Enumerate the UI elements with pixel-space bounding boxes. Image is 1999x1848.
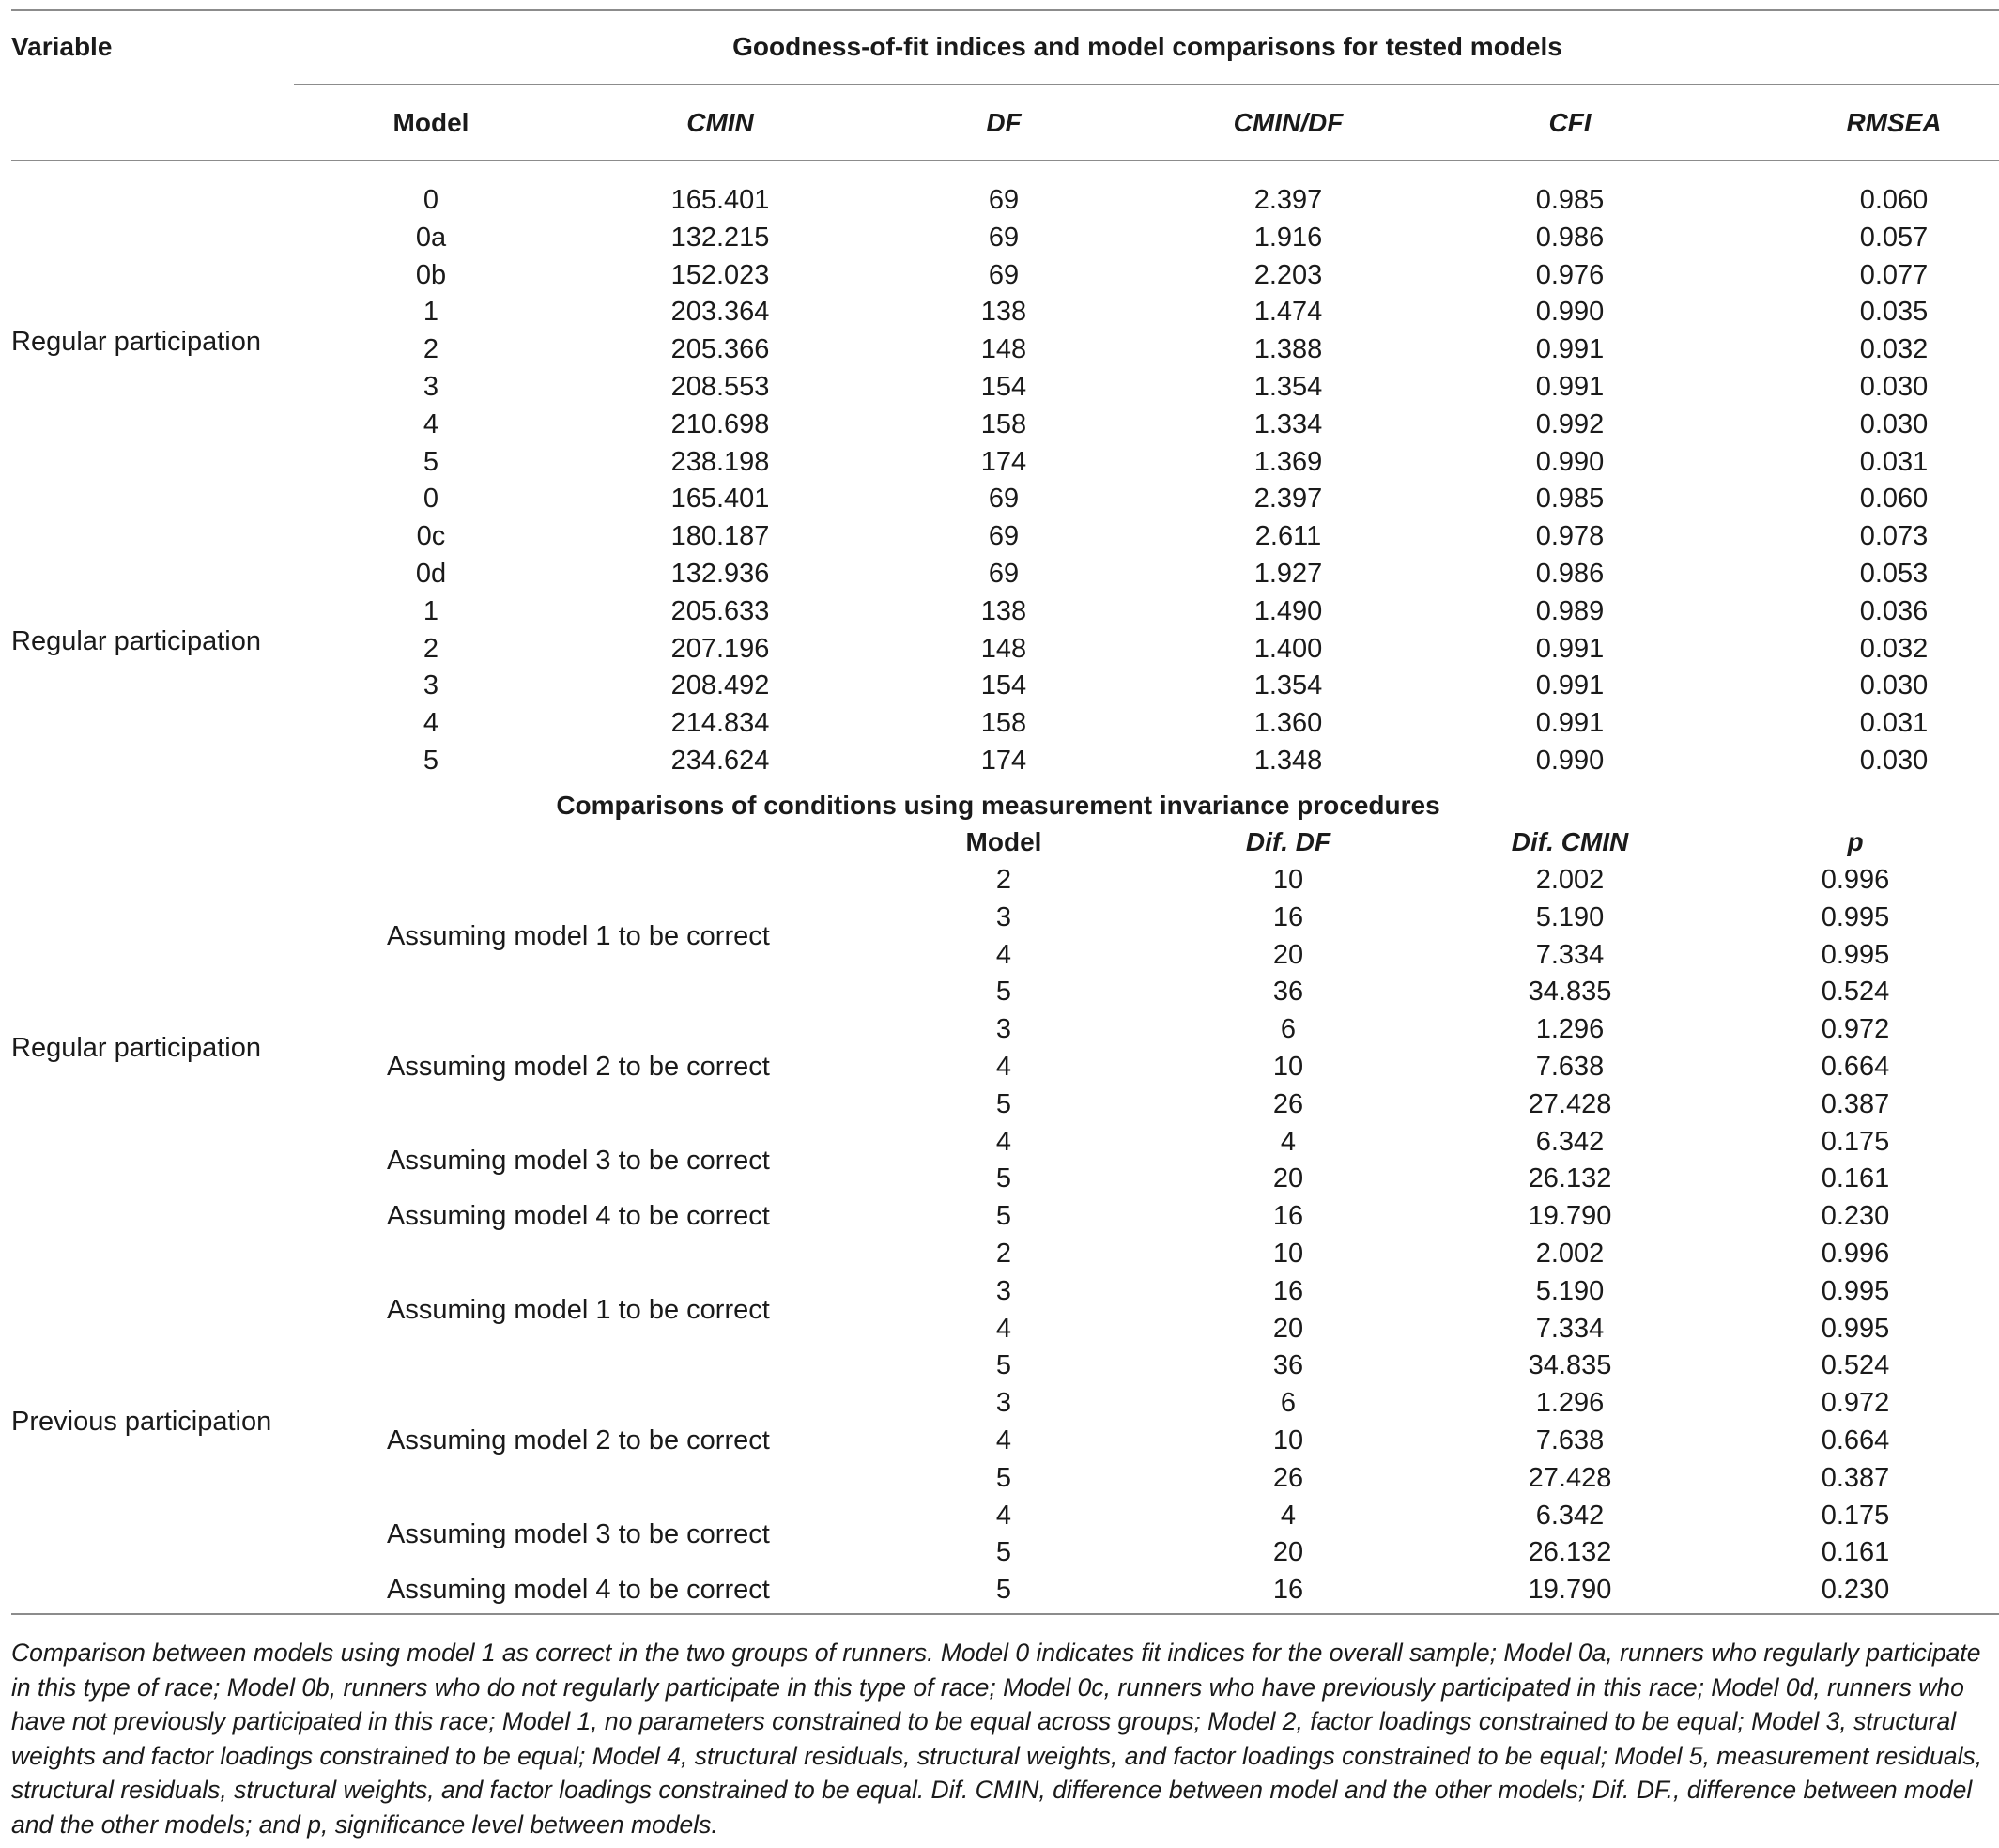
cell-dif-cmin: 19.790 <box>1528 1575 1612 1606</box>
cell-cmin: 205.366 <box>670 334 770 365</box>
cell-cmin: 132.936 <box>670 559 770 589</box>
cell-cfi: 0.985 <box>1535 484 1605 515</box>
cell-cmin-df: 1.927 <box>1253 559 1323 589</box>
cell-dif-cmin: 5.190 <box>1535 901 1605 932</box>
cell-model: 4 <box>995 1313 1012 1344</box>
cell-p: 0.995 <box>1821 901 1890 932</box>
cell-model: 0c <box>416 521 446 552</box>
cell-rmsea: 0.032 <box>1859 633 1929 664</box>
cell-cmin-df: 1.360 <box>1253 708 1323 739</box>
cell-cfi: 0.990 <box>1535 297 1605 328</box>
column-header-rmsea: RMSEA <box>1846 108 1942 137</box>
condition-label: Assuming model 2 to be correct <box>387 1425 770 1455</box>
header-bottom-rule <box>11 160 1999 161</box>
cell-rmsea: 0.030 <box>1859 408 1929 439</box>
cell-df: 158 <box>980 408 1027 439</box>
cell-cmin: 152.023 <box>670 259 770 290</box>
cell-cmin: 165.401 <box>670 484 770 515</box>
cell-df: 69 <box>988 222 1020 253</box>
cell-model: 2 <box>423 633 439 664</box>
cell-cmin-df: 1.490 <box>1253 595 1323 626</box>
cell-model: 4 <box>995 1425 1012 1455</box>
cell-cfi: 0.991 <box>1535 372 1605 402</box>
cell-rmsea: 0.032 <box>1859 334 1929 365</box>
cell-p: 0.524 <box>1821 1350 1890 1381</box>
cell-p: 0.995 <box>1821 1313 1890 1344</box>
comparison-header-dif-df: Dif. DF <box>1245 827 1331 856</box>
cell-dif-cmin: 6.342 <box>1535 1500 1605 1531</box>
table-footnote: Comparison between models using model 1 as correct in the two groups of runners. Model 0 indicates fit indices for the overall sample; Model 0a, runners who regularly participate in this type of race; Model 0b, runners who do not regularly participate in this type of race; Model 0c, runners who have previously participated in this race; Model 0d, runners who have not previously participated in this race; Model 1, no parameters constrained to be equal across groups; Model 2, factor loadings constrained to be equal; Model 3, structural weights and factor loadings constrained to be equal; Model 4, structural residuals, structural weights, and factor loadings constrained to be equal; Model 5, measurement residuals, structural residuals, structural weights, and factor loadings constrained to be equal. Dif. CMIN, difference between model and the other models; Dif. DF., difference between model and the other models; and p, significance level between models. <box>11 1639 1983 1839</box>
cell-cmin: 238.198 <box>670 446 770 477</box>
group-label: Regular participation <box>11 1033 261 1064</box>
cell-model: 0 <box>423 185 439 215</box>
cell-cfi: 0.992 <box>1535 408 1605 439</box>
table-span-title: Goodness-of-fit indices and model comparisons for tested models <box>732 32 1562 61</box>
cell-dif-cmin: 5.190 <box>1535 1275 1605 1306</box>
cell-dif-df: 26 <box>1272 1462 1304 1493</box>
cell-df: 174 <box>980 446 1027 477</box>
cell-p: 0.175 <box>1821 1500 1890 1531</box>
comparison-header-model: Model <box>965 827 1042 856</box>
table-bottom-rule <box>11 1613 1999 1615</box>
cell-cmin-df: 2.203 <box>1253 259 1323 290</box>
cell-rmsea: 0.030 <box>1859 746 1929 776</box>
cell-model: 3 <box>995 1275 1012 1306</box>
cell-model: 5 <box>995 1575 1012 1606</box>
cell-rmsea: 0.031 <box>1859 708 1929 739</box>
cell-dif-cmin: 2.002 <box>1535 1239 1605 1269</box>
cell-model: 2 <box>995 1239 1012 1269</box>
condition-label: Assuming model 3 to be correct <box>387 1145 770 1176</box>
comparison-header-p: p <box>1847 827 1864 856</box>
cell-dif-df: 4 <box>1280 1126 1297 1157</box>
cell-dif-cmin: 2.002 <box>1535 865 1605 895</box>
cell-cmin: 180.187 <box>670 521 770 552</box>
cell-p: 0.161 <box>1821 1163 1890 1194</box>
cell-dif-df: 6 <box>1280 1388 1297 1419</box>
cell-cmin-df: 1.388 <box>1253 334 1323 365</box>
cell-p: 0.387 <box>1821 1088 1890 1119</box>
cell-model: 5 <box>995 1350 1012 1381</box>
cell-model: 4 <box>995 1052 1012 1082</box>
cell-dif-df: 16 <box>1272 1575 1304 1606</box>
cell-cmin: 210.698 <box>670 408 770 439</box>
cell-rmsea: 0.030 <box>1859 670 1929 701</box>
cell-cmin-df: 1.354 <box>1253 372 1323 402</box>
cell-dif-cmin: 26.132 <box>1528 1163 1612 1194</box>
cell-dif-df: 36 <box>1272 977 1304 1008</box>
condition-label: Assuming model 1 to be correct <box>387 920 770 951</box>
cell-rmsea: 0.030 <box>1859 372 1929 402</box>
cell-p: 0.996 <box>1821 865 1890 895</box>
cell-p: 0.230 <box>1821 1575 1890 1606</box>
cell-model: 4 <box>995 1500 1012 1531</box>
condition-label: Assuming model 1 to be correct <box>387 1294 770 1325</box>
cell-p: 0.175 <box>1821 1126 1890 1157</box>
cell-cfi: 0.990 <box>1535 446 1605 477</box>
cell-df: 138 <box>980 297 1027 328</box>
cell-df: 148 <box>980 334 1027 365</box>
cell-df: 174 <box>980 746 1027 776</box>
cell-model: 2 <box>995 865 1012 895</box>
cell-df: 138 <box>980 595 1027 626</box>
cell-df: 69 <box>988 484 1020 515</box>
cell-dif-cmin: 1.296 <box>1535 1014 1605 1045</box>
cell-dif-cmin: 27.428 <box>1528 1088 1612 1119</box>
group-label: Regular participation <box>11 625 261 656</box>
cell-cmin: 214.834 <box>670 708 770 739</box>
cell-cmin: 208.553 <box>670 372 770 402</box>
cell-cfi: 0.991 <box>1535 670 1605 701</box>
cell-rmsea: 0.077 <box>1859 259 1929 290</box>
cell-cfi: 0.978 <box>1535 521 1605 552</box>
cell-model: 4 <box>423 408 439 439</box>
cell-p: 0.524 <box>1821 977 1890 1008</box>
cell-dif-df: 6 <box>1280 1014 1297 1045</box>
cell-dif-df: 10 <box>1272 1052 1304 1082</box>
cell-cmin-df: 1.348 <box>1253 746 1323 776</box>
cell-dif-cmin: 19.790 <box>1528 1201 1612 1232</box>
cell-cfi: 0.985 <box>1535 185 1605 215</box>
cell-dif-cmin: 7.638 <box>1535 1052 1605 1082</box>
cell-dif-df: 10 <box>1272 1239 1304 1269</box>
cell-dif-df: 26 <box>1272 1088 1304 1119</box>
cell-df: 69 <box>988 185 1020 215</box>
cell-model: 4 <box>423 708 439 739</box>
cell-dif-df: 20 <box>1272 1537 1304 1568</box>
cell-rmsea: 0.035 <box>1859 297 1929 328</box>
cell-model: 5 <box>995 1201 1012 1232</box>
cell-rmsea: 0.057 <box>1859 222 1929 253</box>
cell-dif-df: 16 <box>1272 1275 1304 1306</box>
cell-dif-cmin: 1.296 <box>1535 1388 1605 1419</box>
cell-cmin-df: 1.916 <box>1253 222 1323 253</box>
cell-dif-df: 20 <box>1272 939 1304 970</box>
group-label: Regular participation <box>11 327 261 358</box>
cell-dif-cmin: 27.428 <box>1528 1462 1612 1493</box>
cell-model: 3 <box>423 372 439 402</box>
condition-label: Assuming model 4 to be correct <box>387 1201 770 1232</box>
column-header-cmin: CMIN <box>686 108 754 137</box>
cell-dif-cmin: 7.334 <box>1535 939 1605 970</box>
cell-model: 1 <box>423 595 439 626</box>
cell-p: 0.664 <box>1821 1052 1890 1082</box>
cell-dif-cmin: 6.342 <box>1535 1126 1605 1157</box>
cell-dif-cmin: 34.835 <box>1528 977 1612 1008</box>
span-title-rule <box>294 84 1999 85</box>
cell-dif-df: 10 <box>1272 865 1304 895</box>
cell-cmin: 132.215 <box>670 222 770 253</box>
cell-p: 0.161 <box>1821 1537 1890 1568</box>
cell-df: 158 <box>980 708 1027 739</box>
cell-model: 3 <box>995 1388 1012 1419</box>
cell-dif-df: 10 <box>1272 1425 1304 1455</box>
cell-cmin: 205.633 <box>670 595 770 626</box>
cell-model: 3 <box>995 1014 1012 1045</box>
group-label: Previous participation <box>11 1407 272 1438</box>
cell-p: 0.972 <box>1821 1014 1890 1045</box>
cell-cmin-df: 2.397 <box>1253 484 1323 515</box>
cell-rmsea: 0.073 <box>1859 521 1929 552</box>
cell-cmin: 208.492 <box>670 670 770 701</box>
cell-cmin-df: 1.354 <box>1253 670 1323 701</box>
cell-p: 0.387 <box>1821 1462 1890 1493</box>
cell-p: 0.995 <box>1821 1275 1890 1306</box>
cell-cfi: 0.989 <box>1535 595 1605 626</box>
cell-df: 69 <box>988 521 1020 552</box>
cell-cmin-df: 2.397 <box>1253 185 1323 215</box>
cell-rmsea: 0.060 <box>1859 185 1929 215</box>
cell-model: 0a <box>415 222 447 253</box>
cell-model: 5 <box>995 1088 1012 1119</box>
cell-dif-df: 4 <box>1280 1500 1297 1531</box>
cell-cfi: 0.991 <box>1535 633 1605 664</box>
cell-cmin-df: 1.474 <box>1253 297 1323 328</box>
condition-label: Assuming model 4 to be correct <box>387 1575 770 1606</box>
cell-model: 4 <box>995 1126 1012 1157</box>
cell-cmin: 203.364 <box>670 297 770 328</box>
cell-cmin: 234.624 <box>670 746 770 776</box>
condition-label: Assuming model 3 to be correct <box>387 1518 770 1549</box>
cell-cfi: 0.986 <box>1535 222 1605 253</box>
cell-df: 69 <box>988 559 1020 589</box>
cell-rmsea: 0.036 <box>1859 595 1929 626</box>
cell-dif-df: 16 <box>1272 1201 1304 1232</box>
cell-model: 5 <box>423 746 439 776</box>
cell-dif-df: 20 <box>1272 1163 1304 1194</box>
cell-cfi: 0.990 <box>1535 746 1605 776</box>
cell-model: 3 <box>995 901 1012 932</box>
cell-dif-cmin: 26.132 <box>1528 1537 1612 1568</box>
cell-model: 0 <box>423 484 439 515</box>
cell-p: 0.972 <box>1821 1388 1890 1419</box>
condition-label: Assuming model 2 to be correct <box>387 1052 770 1082</box>
cell-dif-df: 36 <box>1272 1350 1304 1381</box>
cell-cmin: 207.196 <box>670 633 770 664</box>
cell-rmsea: 0.060 <box>1859 484 1929 515</box>
cell-dif-cmin: 7.638 <box>1535 1425 1605 1455</box>
cell-df: 148 <box>980 633 1027 664</box>
cell-dif-cmin: 34.835 <box>1528 1350 1612 1381</box>
cell-model: 5 <box>995 1537 1012 1568</box>
cell-model: 5 <box>995 1163 1012 1194</box>
column-header-model: Model <box>392 108 469 137</box>
cell-model: 2 <box>423 334 439 365</box>
comparisons-title: Comparisons of conditions using measurement invariance procedures <box>556 791 1440 820</box>
column-header-df: DF <box>986 108 1022 137</box>
cell-dif-df: 20 <box>1272 1313 1304 1344</box>
cell-dif-df: 16 <box>1272 901 1304 932</box>
cell-cmin-df: 2.611 <box>1254 521 1322 552</box>
cell-cmin: 165.401 <box>670 185 770 215</box>
cell-model: 0b <box>415 259 447 290</box>
cell-model: 5 <box>423 446 439 477</box>
cell-cfi: 0.991 <box>1535 708 1605 739</box>
variable-header: Variable <box>11 32 113 61</box>
cell-model: 5 <box>995 1462 1012 1493</box>
cell-cmin-df: 1.400 <box>1253 633 1323 664</box>
cell-model: 3 <box>423 670 439 701</box>
cell-cfi: 0.986 <box>1535 559 1605 589</box>
cell-p: 0.996 <box>1821 1239 1890 1269</box>
cell-p: 0.995 <box>1821 939 1890 970</box>
cell-df: 69 <box>988 259 1020 290</box>
cell-cmin-df: 1.334 <box>1253 408 1323 439</box>
column-header-cfi: CFI <box>1548 108 1592 137</box>
cell-rmsea: 0.053 <box>1859 559 1929 589</box>
cell-model: 0d <box>415 559 447 589</box>
comparison-header-dif-cmin: Dif. CMIN <box>1511 827 1629 856</box>
cell-cmin-df: 1.369 <box>1253 446 1323 477</box>
cell-p: 0.664 <box>1821 1425 1890 1455</box>
cell-rmsea: 0.031 <box>1859 446 1929 477</box>
cell-df: 154 <box>980 372 1027 402</box>
table-top-rule <box>11 9 1999 11</box>
cell-df: 154 <box>980 670 1027 701</box>
cell-model: 5 <box>995 977 1012 1008</box>
column-header-cmin-df: CMIN/DF <box>1233 108 1344 137</box>
cell-p: 0.230 <box>1821 1201 1890 1232</box>
cell-cfi: 0.991 <box>1535 334 1605 365</box>
cell-cfi: 0.976 <box>1535 259 1605 290</box>
cell-model: 1 <box>423 297 439 328</box>
cell-model: 4 <box>995 939 1012 970</box>
cell-dif-cmin: 7.334 <box>1535 1313 1605 1344</box>
